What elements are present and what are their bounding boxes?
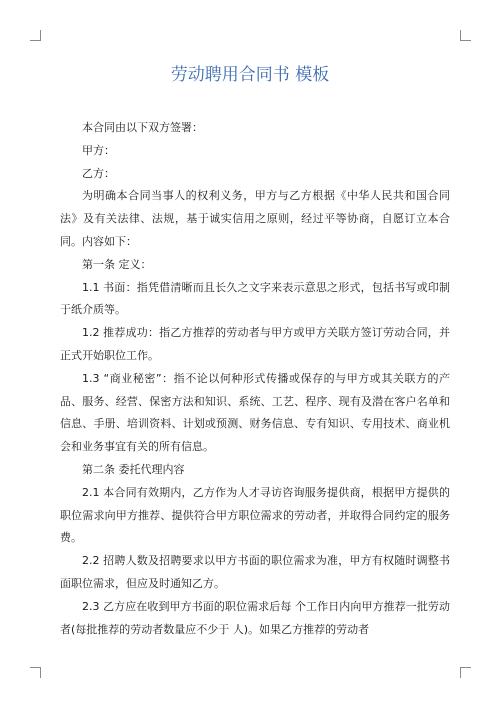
crop-mark-top-left [30,30,41,41]
clause-2-2: 2.2 招聘人数及招聘要求以甲方书面的职位需求为准，甲方有权随时调整书面职位需求，但应及时通知乙方。 [60,554,450,590]
article-2-heading: 第二条 委托代理内容 [82,462,185,476]
crop-mark-bottom-left [30,667,41,678]
paragraph-purpose: 为明确本合同当事人的权利义务，甲方与乙方根据《中华人民共和国合同法》及有关法律、法规，基于诚实信用之原则，经过平等协商，自愿订立本合同。内容如下： [60,189,450,248]
party-b-line: 乙方： [82,166,115,180]
clause-1-3: 1.3 “商业秘密”：指不论以何种形式传播或保存的与甲方或其关联方的产品、服务、经营、保密方法和知识、系统、工艺、程序、现有及潜在客户名单和信息、手册、培训资料、计划或预测、财务信息、专有知识、专用技术、商业机会和业务事宜有关的所有信息。 [60,371,450,454]
clause-2-1: 2.1 本合同有效期内，乙方作为人才寻访咨询服务提供商，根据甲方提供的职位需求向甲方推荐、提供符合甲方职位需求的劳动者，并取得合同约定的服务费。 [60,485,450,545]
paragraph-intro: 本合同由以下双方签署： [82,121,203,134]
document-title: 劳动聘用合同书 模板 [170,65,330,85]
clause-1-2: 1.2 推荐成功：指乙方推荐的劳动者与甲方或甲方关联方签订劳动合同，并正式开始职位工作。 [60,326,450,362]
party-a-line: 甲方： [82,143,115,157]
clause-2-3: 2.3 乙方应在收到甲方书面的职位需求后每 个工作日内向甲方推荐一批劳动者(每批推荐的劳动者数量应不少于 人)。如果乙方推荐的劳动者 [60,599,450,636]
article-1-heading: 第一条 定义： [82,257,152,271]
crop-mark-bottom-right [460,667,471,678]
crop-mark-top-right [460,30,471,41]
document-body [60,117,450,641]
clause-1-1: 1.1 书面：指凭借清晰而且长久之文字来表示意思之形式，包括书写或印制于纸介质等。 [60,280,450,317]
